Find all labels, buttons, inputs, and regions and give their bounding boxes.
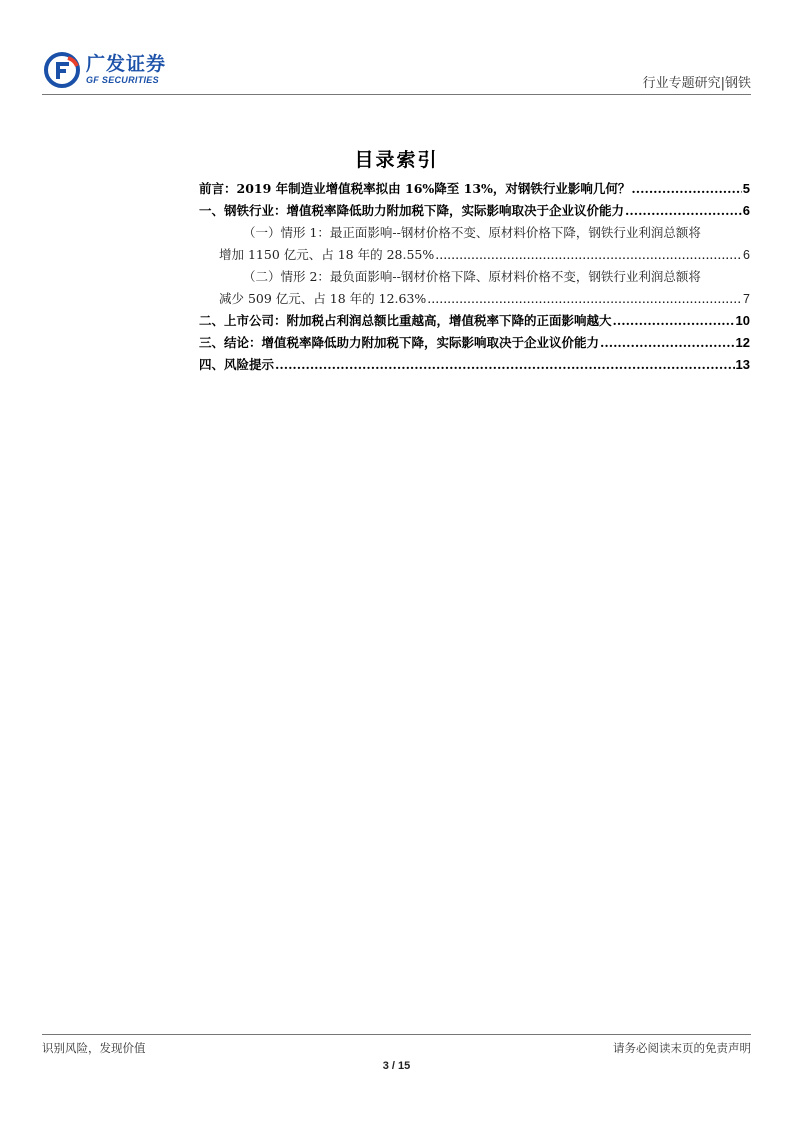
toc-leader-dots <box>435 244 742 266</box>
report-category: 行业专题研究|钢铁 <box>642 76 751 91</box>
toc-entry-text-line1: （一）情形 1：最正面影响--钢材价格不变、原材料价格下降，钢铁行业利润总额将 <box>243 225 701 240</box>
header-divider <box>42 94 751 95</box>
toc-page-number: 5 <box>742 181 750 196</box>
toc-entry-text: 前言：2019 年制造业增值税率拟由 16%降至 13%，对钢铁行业影响几何？ <box>199 181 631 196</box>
footer-divider <box>42 1034 751 1035</box>
toc-entry-text: 一、钢铁行业：增值税率降低助力附加税下降，实际影响取决于企业议价能力 <box>199 203 625 218</box>
toc-page-number: 6 <box>742 203 750 218</box>
toc-entry-section-1-1[interactable] <box>199 222 750 266</box>
toc-leader-dots <box>275 354 735 376</box>
brand-name-cn: 广发证券 <box>86 53 167 75</box>
toc-entry-text-line2: 增加 1150 亿元、占 18 年的 28.55% <box>219 247 435 262</box>
page-number: 3 / 15 <box>382 1060 411 1072</box>
toc-leader-dots <box>600 332 735 354</box>
footer-disclaimer-note: 请务必阅读末页的免责声明 <box>613 1041 751 1055</box>
gf-logo-icon <box>44 52 80 88</box>
table-of-contents <box>199 178 750 376</box>
toc-page-number: 13 <box>735 357 750 372</box>
brand-name-en: GF SECURITIES <box>86 75 159 85</box>
toc-entry-section-2[interactable] <box>199 310 750 332</box>
toc-title: 目录索引 <box>354 149 439 171</box>
toc-entry-text-line2: 减少 509 亿元、占 18 年的 12.63% <box>219 291 427 306</box>
toc-leader-dots <box>613 310 735 332</box>
toc-entry-section-3[interactable] <box>199 332 750 354</box>
toc-page-number: 6 <box>743 248 750 262</box>
toc-leader-dots <box>631 178 741 200</box>
toc-entry-text: 三、结论：增值税率降低助力附加税下降，实际影响取决于企业议价能力 <box>199 335 600 350</box>
toc-entry-preface[interactable] <box>199 178 750 200</box>
toc-page-number: 10 <box>735 313 750 328</box>
toc-leader-dots <box>625 200 742 222</box>
toc-entry-text: 二、上市公司：附加税占利润总额比重越高，增值税率下降的正面影响越大 <box>199 313 612 328</box>
toc-entry-text-line1: （二）情形 2：最负面影响--钢材价格下降、原材料价格不变，钢铁行业利润总额将 <box>243 269 701 284</box>
toc-page-number: 7 <box>743 292 750 306</box>
footer-slogan: 识别风险，发现价值 <box>42 1041 146 1055</box>
toc-leader-dots <box>427 288 742 310</box>
toc-entry-section-1[interactable] <box>199 200 750 222</box>
toc-entry-section-4[interactable] <box>199 354 750 376</box>
toc-entry-section-1-2[interactable] <box>199 266 750 310</box>
page-header <box>0 0 793 95</box>
company-logo <box>44 52 166 88</box>
toc-page-number: 12 <box>735 335 750 350</box>
toc-entry-text: 四、风险提示 <box>199 357 275 372</box>
